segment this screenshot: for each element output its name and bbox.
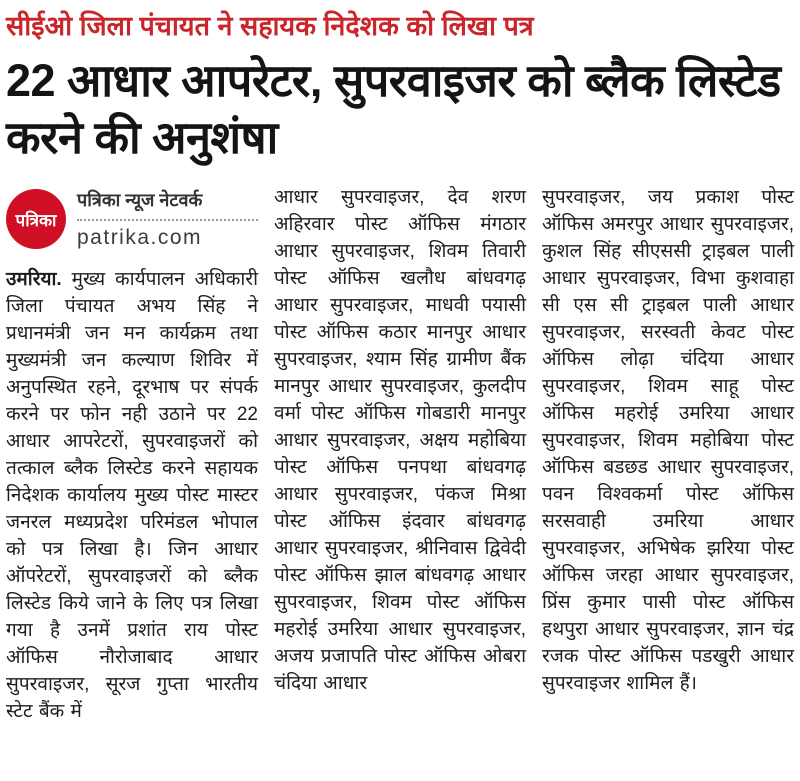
article-column-1 [6, 184, 258, 725]
article-text-col1: मुख्य कार्यपालन अधिकारी जिला पंचायत अभय सिंह ने प्रधानमंत्री जन मन कार्यक्रम तथा मुख्यमंत्री जन कल्याण शिविर में अनुपस्थित रहने, दूरभाष पर संपर्क करने पर फोन नही उठाने पर 22 आधार आपरेटरों, सुपरवाइजरों को तत्काल ब्लैक लिस्टेड करने सहायक निदेशक कार्यालय मुख्य पोस्ट मास्टर जनरल मध्यप्रदेश परिमंडल भोपाल को पत्र लिखा है। जिन आधार ऑपरेटरों, सुपरवाइजरों को ब्लैक लिस्टेड किये जाने के लिए पत्र लिखा गया है उनमें प्रशांत राय पोस्ट ऑफिस नौरोजाबाद आधार सुपरवाइजर, सूरज गुप्ता भारतीय स्टेट बैंक में [6, 269, 258, 722]
article-column-2 [274, 184, 526, 725]
website-label: patrika.com [77, 226, 203, 249]
article-paragraph [6, 266, 258, 725]
article-text-col2: आधार सुपरवाइजर, देव शरण अहिरवार पोस्ट ऑफिस मंगठार आधार सुपरवाइजर, शिवम तिवारी पोस्ट ऑफिस खलौध बांधवगढ़ आधार सुपरवाइजर, माधवी पयासी पोस्ट ऑफिस कठार मानपुर आधार सुपरवाइजर, श्याम सिंह ग्रामीण बैंक मानपुर आधार सुपरवाइजर, कुलदीप वर्मा पोस्ट ऑफिस गोबडारी मानपुर आधार सुपरवाइजर, अक्षय महोबिया पोस्ट ऑफिस पनपथा बांधवगढ़ आधार सुपरवाइजर, पंकज मिश्रा पोस्ट ऑफिस इंदवार बांधवगढ़ आधार सुपरवाइजर, श्रीनिवास द्विवेदी पोस्ट ऑफिस झाल बांधवगढ़ आधार सुपरवाइजर, शिवम पोस्ट ऑफिस महरोई उमरिया आधार सुपरवाइजर, अजय प्रजापति पोस्ट ऑफिस ओबरा चंदिया आधार [274, 187, 526, 694]
main-headline: 22 आधार आपरेटर, सुपरवाइजर को ब्लैक लिस्टेड करने की अनुशंषा [6, 55, 781, 163]
article-body [6, 184, 794, 725]
byline [6, 184, 258, 250]
news-network-label: पत्रिका न्यूज नेटवर्क [77, 188, 258, 221]
article-text-col3: सुपरवाइजर, जय प्रकाश पोस्ट ऑफिस अमरपुर आधार सुपरवाइजर, कुशल सिंह सीएससी ट्राइबल पाली आधार सुपरवाइजर, विभा कुशवाहा सी एस सी ट्राइबल पाली आधार सुपरवाइजर, सरस्वती केवट पोस्ट ऑफिस लोढ़ा चंदिया आधार सुपरवाइजर, शिवम साहू पोस्ट ऑफिस महरोई उमरिया आधार सुपरवाइजर, शिवम महोबिया पोस्ट ऑफिस बडछड आधार सुपरवाइजर, पवन विश्वकर्मा पोस्ट ऑफिस सरसवाही उमरिया आधार सुपरवाइजर, अभिषेक झरिया पोस्ट ऑफिस जरहा आधार सुपरवाइजर, प्रिंस कुमार पासी पोस्ट ऑफिस हथपुरा आधार सुपरवाइजर, ज्ञान चंद्र रजक पोस्ट ऑफिस पडखुरी आधार सुपरवाइजर शामिल हैं। [542, 187, 794, 694]
kicker-headline: सीईओ जिला पंचायत ने सहायक निदेशक को लिखा पत्र [6, 11, 534, 41]
patrika-logo [6, 189, 66, 249]
patrika-logo-text: पत्रिका [15, 210, 57, 230]
dateline: उमरिया. [6, 269, 62, 290]
byline-text-block [77, 188, 258, 250]
article-column-3 [542, 184, 794, 725]
